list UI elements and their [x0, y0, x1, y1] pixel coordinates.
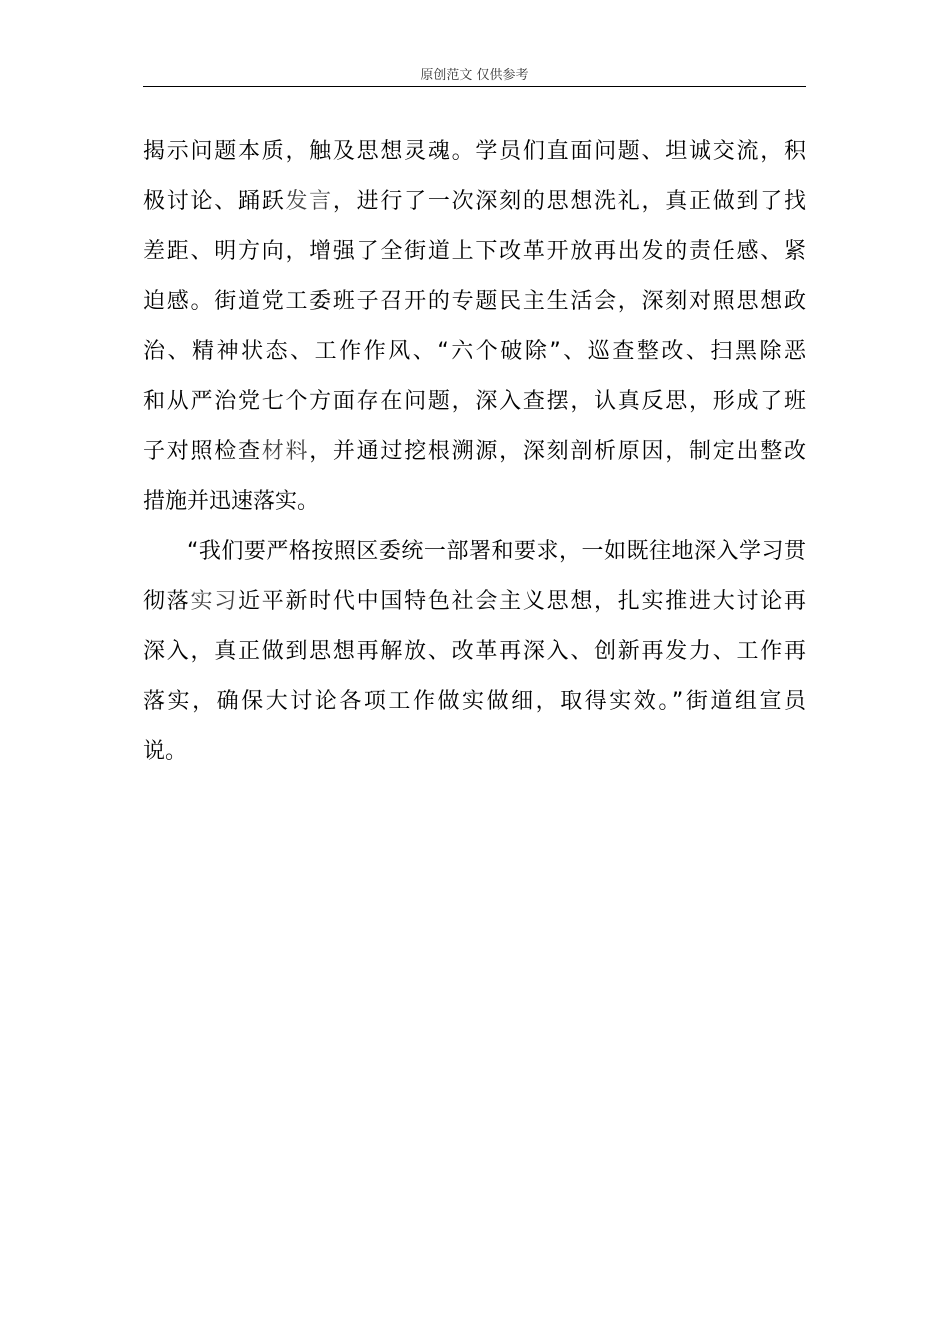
highlighted-term: 材料: [261, 439, 310, 464]
text-line: “我们要严格按照区委统一部署和要求，一如既往地深入学习贯: [187, 539, 806, 564]
text-line: 和从严治党七个方面存在问题，深入查摆，认真反思，形成了班: [143, 389, 806, 414]
highlighted-term: 发言: [285, 189, 333, 214]
paragraph: [143, 127, 806, 527]
text-line: 措施并迅速落实。: [143, 489, 320, 514]
text-line: 极讨论、踊跃发言，进行了一次深刻的思想洗礼，真正做到了找: [143, 189, 806, 214]
text-line: 彻落实习近平新时代中国特色社会主义思想，扎实推进大讨论再: [143, 589, 806, 614]
highlighted-term: 实习: [190, 589, 238, 614]
paragraph: [143, 527, 806, 777]
header-divider: [143, 86, 806, 87]
text-line: 揭示问题本质，触及思想灵魂。学员们直面问题、坦诚交流，积: [143, 139, 806, 164]
text-line: 落实，确保大讨论各项工作做实做细，取得实效。”街道组宣员: [143, 689, 806, 714]
text-line: 说。: [143, 739, 188, 764]
text-line: 治、精神状态、工作作风、“六个破除”、巡查整改、扫黑除恶: [143, 339, 806, 364]
document-body: [143, 127, 806, 777]
page-header: 原创范文 仅供参考: [420, 68, 529, 83]
text-line: 差距、明方向，增强了全街道上下改革开放再出发的责任感、紧: [143, 239, 806, 264]
text-line: 子对照检查材料，并通过挖根溯源，深刻剖析原因，制定出整改: [143, 439, 806, 464]
text-line: 深入，真正做到思想再解放、改革再深入、创新再发力、工作再: [143, 639, 806, 664]
text-line: 迫感。街道党工委班子召开的专题民主生活会，深刻对照思想政: [143, 289, 806, 314]
